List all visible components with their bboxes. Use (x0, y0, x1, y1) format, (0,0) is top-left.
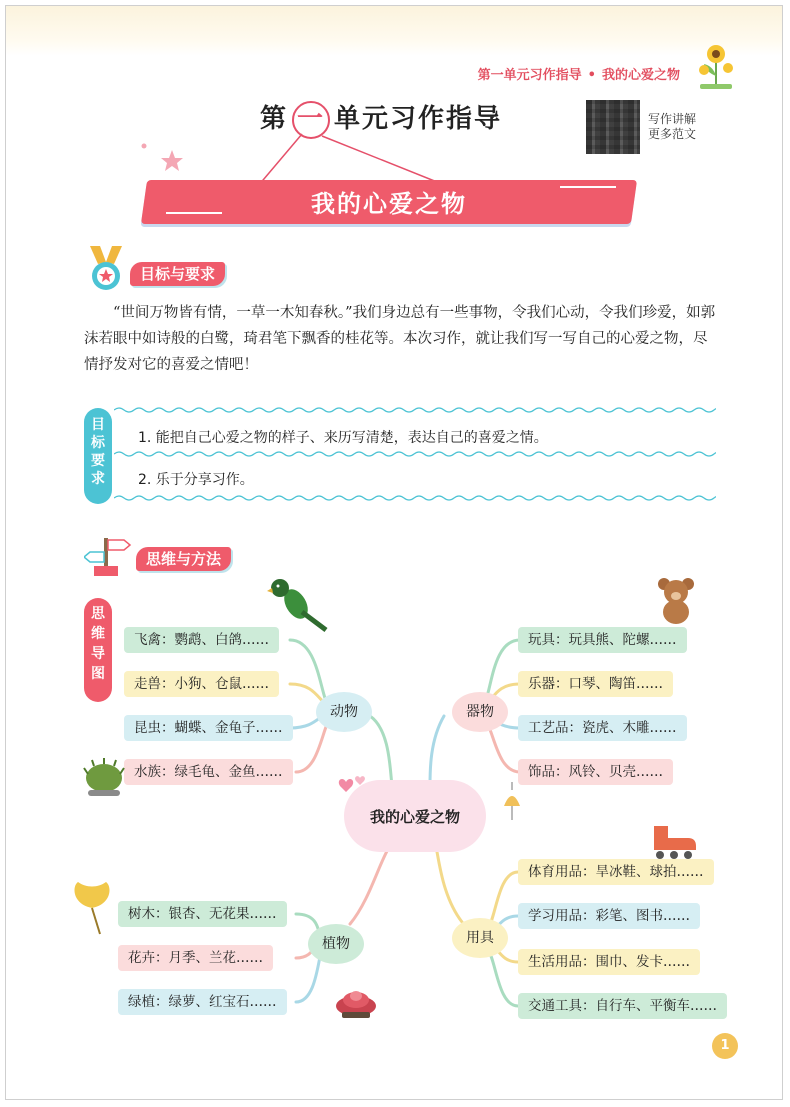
teddy-bear-icon (654, 576, 698, 626)
intro-paragraph: “世间万物皆有情，一草一木知春秋。”我们身边总有一些事物，令我们心动，令我们珍爱，如郭沫若眼中如诗般的白鹭，琦君笔下飘香的桂花等。本次习作，就让我们写一写自己的心爱之物，尽情抒发对它的喜爱之情吧！ (84, 305, 716, 373)
wind-chime-icon (500, 782, 524, 822)
goals-tab-char: 要 (91, 453, 105, 469)
running-header-unit: 第一单元习作指导 (477, 68, 582, 83)
unit-number-circle: 一 (292, 101, 330, 139)
qr-caption (648, 112, 696, 142)
branch-node-plants: 植物 (308, 924, 364, 964)
star-icon (136, 136, 186, 180)
leaf-item: 花卉：月季、兰花…… (118, 945, 273, 971)
goals-tab-char: 求 (91, 471, 105, 487)
branch-node-objects: 器物 (452, 692, 508, 732)
section-heading-method: 思维与方法 (136, 547, 231, 571)
branch-node-utensils: 用具 (452, 918, 508, 958)
mindmap-tab-char: 导 (91, 646, 105, 662)
running-header-topic: 我的心爱之物 (601, 68, 680, 83)
parrot-icon (266, 576, 332, 632)
qr-code[interactable] (586, 100, 640, 154)
goals-tab-char: 目 (91, 417, 105, 433)
mindmap-tab-char: 思 (91, 606, 105, 622)
heart-icon (336, 774, 376, 802)
leaf-item: 交通工具：自行车、平衡车…… (518, 993, 727, 1019)
leaf-item: 工艺品：瓷虎、木雕…… (518, 715, 687, 741)
turtle-icon (80, 756, 128, 800)
goals-tab-char: 标 (91, 435, 105, 451)
leaf-item: 学习用品：彩笔、图书…… (518, 903, 700, 929)
goals-tab (84, 408, 112, 504)
banner-title: 我的心爱之物 (311, 190, 467, 218)
medal-icon (84, 246, 128, 294)
succulent-icon (332, 984, 380, 1020)
leaf-item: 乐器：口琴、陶笛…… (518, 671, 673, 697)
leaf-item: 玩具：玩具熊、陀螺…… (518, 627, 687, 653)
goal-item: 2. 乐于分享习作。 (138, 472, 254, 488)
leaf-item: 体育用品：旱冰鞋、球拍…… (518, 859, 714, 885)
leaf-item: 饰品：风铃、贝壳…… (518, 759, 673, 785)
ginkgo-leaf-icon (70, 880, 114, 936)
qr-caption-line: 更多范文 (648, 127, 697, 141)
leaf-item: 飞禽：鹦鹉、白鸽…… (124, 627, 279, 653)
page-number: 1 (712, 1033, 738, 1059)
goal-wavy-lines (114, 404, 716, 504)
qr-caption-line: 写作讲解 (648, 112, 697, 126)
roller-skate-icon (648, 824, 700, 860)
leaf-item: 树木：银杏、无花果…… (118, 901, 287, 927)
branch-node-animals: 动物 (316, 692, 372, 732)
unit-title-prefix: 第 (260, 104, 289, 134)
running-header-separator: • (587, 68, 596, 83)
mindmap-tab-char: 图 (91, 666, 105, 682)
mindmap-tab-char: 维 (91, 626, 105, 642)
unit-title-suffix: 单元习作指导 (334, 104, 503, 134)
leaf-item: 水族：绿毛龟、金鱼…… (124, 759, 293, 785)
section-heading-goals: 目标与要求 (130, 262, 225, 286)
goal-item: 1. 能把自己心爱之物的样子、来历写清楚，表达自己的喜爱之情。 (138, 430, 548, 446)
leaf-item: 生活用品：围巾、发卡…… (518, 949, 700, 975)
leaf-item: 走兽：小狗、仓鼠…… (124, 671, 279, 697)
signpost-icon (84, 534, 132, 578)
leaf-item: 绿植：绿萝、红宝石…… (118, 989, 287, 1015)
leaf-item: 昆虫：蝴蝶、金龟子…… (124, 715, 293, 741)
mindmap-center: 我的心爱之物 (369, 808, 460, 826)
